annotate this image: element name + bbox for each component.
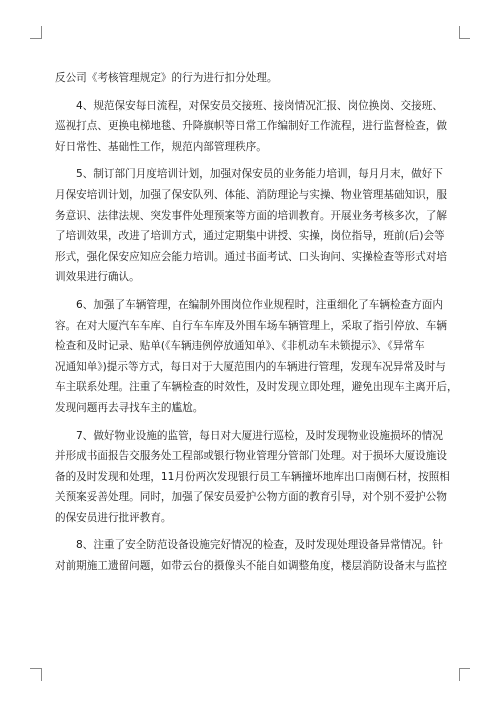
paragraph-continuation bbox=[55, 68, 445, 89]
text-line: 反公司《考核管理规定》的行为进行扣分处理。 bbox=[55, 72, 278, 84]
text-line: 发现问题再去寻找车主的尴尬。 bbox=[55, 401, 204, 414]
paragraph-6 bbox=[55, 295, 458, 419]
text-line: 8、注重了安全防范设备设施完好情况的检查，及时发现处理设备异常情况。针 bbox=[76, 539, 443, 552]
text-line: 6、加强了车辆管理，在编制外围岗位作业规程时，注重细化了车辆检查方面内 bbox=[76, 298, 443, 311]
crop-mark-top-right bbox=[459, 26, 460, 39]
crop-mark-top-right bbox=[459, 38, 470, 39]
paragraph-5 bbox=[55, 164, 445, 288]
text-line: 并形成书面报告交服务处工程部或银行物业管理分管部门处理。对于损坏大厦设施设 bbox=[55, 450, 447, 463]
text-line: 巡视打点、更换电梯地毯、升降旗帜等日常工作编制好工作流程，进行监督检查，做 bbox=[55, 120, 447, 133]
text-line: 对前期施工遗留问题，如带云台的摄像头不能自如调整角度，楼层消防设备末与监控 bbox=[55, 560, 447, 573]
paragraph-4 bbox=[55, 96, 445, 158]
text-line: 务意识、法律法规、突发事件处理预案等方面的培训教育。开展业务考核多次，了解 bbox=[55, 209, 447, 222]
crop-mark-top-left bbox=[41, 26, 42, 39]
text-line: 月保安培训计划，加强了保安队列、体能、消防理论与实操、物业管理基础知识，服 bbox=[55, 188, 447, 201]
text-line: 车主联系处理。注重了车辆检查的时效性，及时发现立即处理，避免出现车主离开后， bbox=[55, 381, 458, 394]
text-line: 备的及时发现和处理，11月份两次发现银行员工车辆撞坏地库出口南侧石材，按照相 bbox=[55, 470, 450, 483]
text-line: 了培训效果，改进了培训方式，通过定期集中讲授、实操，岗位指导，班前(后)会等 bbox=[55, 230, 445, 243]
text-line: 7、做好物业设施的监管，每日对大厦进行巡检，及时发现物业设施损坏的情况 bbox=[76, 429, 443, 442]
text-line: 训效果进行确认。 bbox=[55, 271, 140, 284]
text-line: 4、规范保安每日流程，对保安员交接班、接岗情况汇报、岗位换岗、交接班、 bbox=[76, 99, 443, 112]
paragraph-7 bbox=[55, 426, 450, 529]
text-line: 检查和及时记录、贴单(《车辆违例停放通知单》、《非机动车未锁提示》、《异常车 bbox=[55, 340, 425, 353]
text-line: 关预案妥善处理。同时，加强了保安员爱护公物方面的教育引导，对个别不爱护公物 bbox=[55, 491, 447, 504]
crop-mark-bottom-right bbox=[459, 668, 460, 681]
crop-mark-bottom-left bbox=[41, 668, 42, 681]
text-line: 好日常性、基础性工作，规范内部管理秩序。 bbox=[55, 140, 267, 153]
crop-mark-bottom-right bbox=[459, 668, 470, 669]
text-line: 的保安员进行批评教育。 bbox=[55, 511, 172, 524]
crop-mark-top-left bbox=[30, 38, 41, 39]
text-line: 况通知单》)提示等方式，每日对于大厦范围内的车辆进行管理，发现车况异常及时与 bbox=[55, 360, 446, 373]
document-body bbox=[55, 68, 458, 577]
crop-mark-bottom-left bbox=[30, 668, 41, 669]
text-line: 5、制订部门月度培训计划，加强对保安员的业务能力培训，每月月末，做好下 bbox=[76, 168, 443, 181]
text-line: 形式，强化保安应知应会能力培训。通过书面考试、口头询问、实操检查等形式对培 bbox=[55, 250, 447, 263]
paragraph-8 bbox=[55, 535, 445, 576]
text-line: 容。在对大厦汽车车库、自行车车库及外围车场车辆管理上，采取了指引停放、车辆 bbox=[55, 319, 447, 332]
